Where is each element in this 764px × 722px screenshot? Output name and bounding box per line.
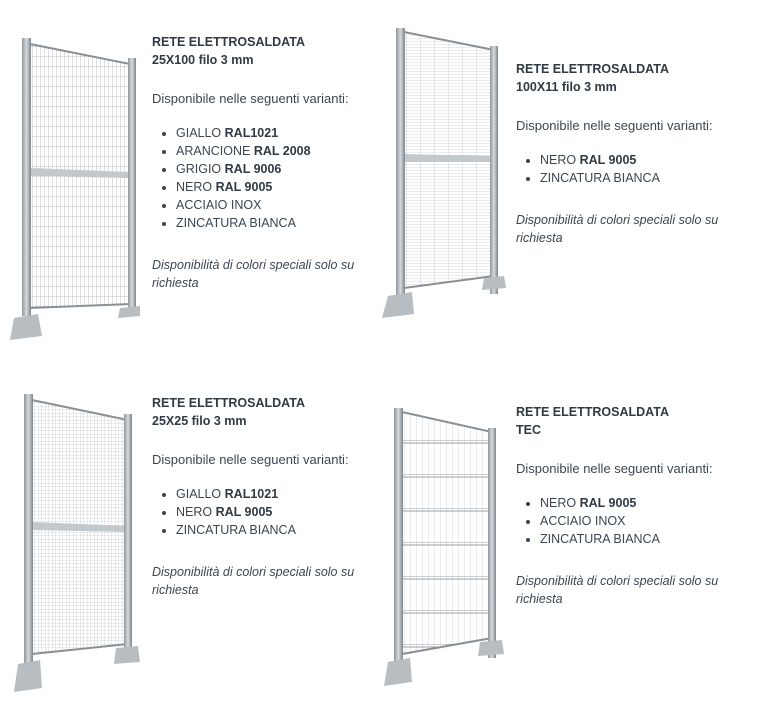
product-title bbox=[516, 403, 731, 439]
variants-list bbox=[152, 124, 367, 232]
special-colors-note: Disponibilità di colori speciali solo su richiesta bbox=[152, 258, 355, 290]
mesh-panel-tec-image bbox=[380, 406, 512, 706]
special-colors-note: Disponibilità di colori speciali solo su richiesta bbox=[152, 565, 355, 597]
variants-intro: Disponibile nelle seguenti varianti: bbox=[516, 118, 713, 133]
variant-item: • ZINCATURA BIANCA bbox=[176, 214, 367, 232]
variant-item: • ZINCATURA BIANCA bbox=[540, 169, 731, 187]
product-title-line1: RETE ELETTROSALDATA bbox=[152, 35, 306, 49]
product-title bbox=[152, 33, 367, 69]
variant-item: • ACCIAIO INOX bbox=[176, 196, 367, 214]
special-colors-note: Disponibilità di colori speciali solo su richiesta bbox=[516, 213, 719, 245]
variants-intro: Disponibile nelle seguenti varianti: bbox=[516, 461, 713, 476]
product-info bbox=[516, 60, 731, 247]
variant-item: • GIALLO RAL1021 bbox=[176, 485, 367, 503]
product-title-line2: 100X11 filo 3 mm bbox=[516, 80, 617, 94]
mesh-panel-25x25-image bbox=[10, 392, 142, 696]
variant-item: • ZINCATURA BIANCA bbox=[540, 530, 731, 548]
product-title-line2: TEC bbox=[516, 423, 541, 437]
product-title bbox=[152, 394, 367, 430]
product-title-line1: RETE ELETTROSALDATA bbox=[516, 62, 670, 76]
variant-item: • GIALLO RAL1021 bbox=[176, 124, 367, 142]
product-title-line2: 25X25 filo 3 mm bbox=[152, 414, 247, 428]
variant-item: • NERO RAL 9005 bbox=[176, 503, 367, 521]
product-info bbox=[516, 403, 731, 608]
variant-item: • ACCIAIO INOX bbox=[540, 512, 731, 530]
variant-item: • ARANCIONE RAL 2008 bbox=[176, 142, 367, 160]
variant-item: • NERO RAL 9005 bbox=[540, 151, 731, 169]
product-title-line2: 25X100 filo 3 mm bbox=[152, 53, 254, 67]
variant-item: • NERO RAL 9005 bbox=[176, 178, 367, 196]
variants-list bbox=[516, 151, 731, 187]
variants-intro: Disponibile nelle seguenti varianti: bbox=[152, 452, 349, 467]
variant-item: • NERO RAL 9005 bbox=[540, 494, 731, 512]
variants-list bbox=[152, 485, 367, 539]
mesh-panel-25x100-image bbox=[8, 36, 140, 346]
mesh-panel-100x11-image bbox=[378, 26, 510, 322]
variants-list bbox=[516, 494, 731, 548]
product-title bbox=[516, 60, 731, 96]
variant-item: • GRIGIO RAL 9006 bbox=[176, 160, 367, 178]
product-info bbox=[152, 394, 367, 599]
variants-intro: Disponibile nelle seguenti varianti: bbox=[152, 91, 349, 106]
variant-item: • ZINCATURA BIANCA bbox=[176, 521, 367, 539]
special-colors-note: Disponibilità di colori speciali solo su richiesta bbox=[516, 574, 719, 606]
product-info bbox=[152, 33, 367, 292]
product-title-line1: RETE ELETTROSALDATA bbox=[516, 405, 670, 419]
product-title-line1: RETE ELETTROSALDATA bbox=[152, 396, 306, 410]
